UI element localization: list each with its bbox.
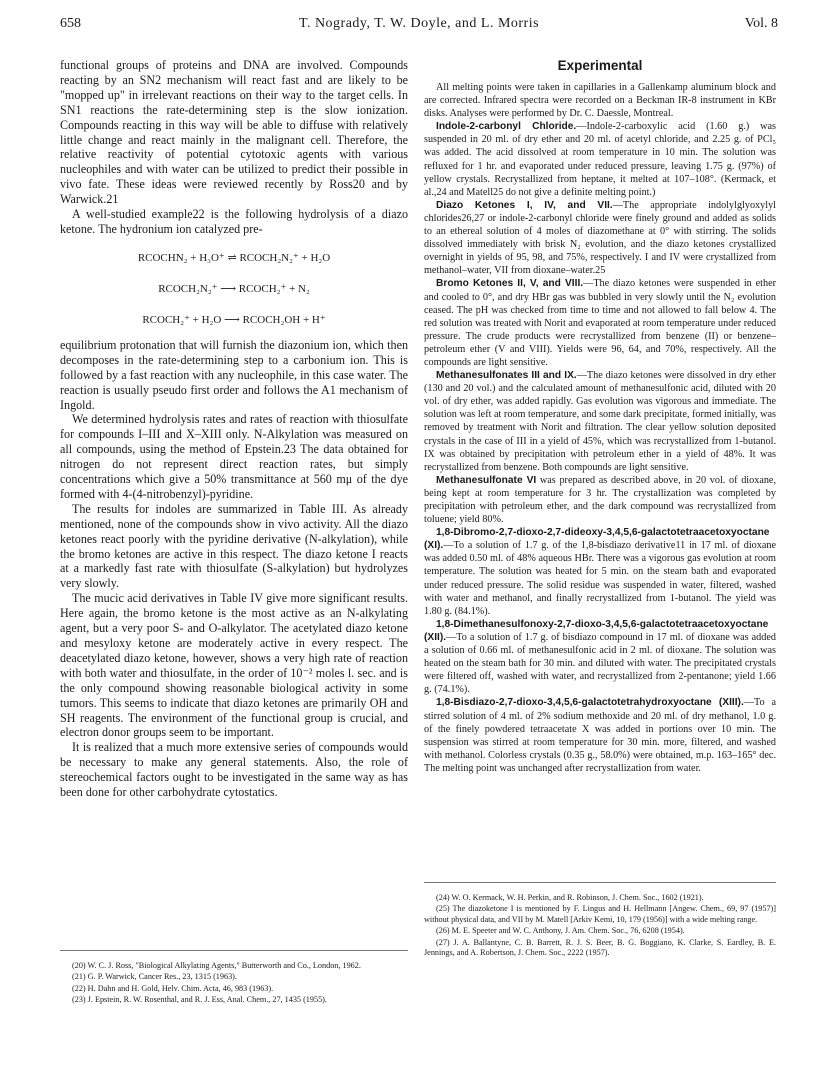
equation: RCOCH₂⁺ + H₂O ⟶ RCOCH₂OH + H⁺	[142, 313, 326, 326]
paragraph: We determined hydrolysis rates and rates of reaction with thiosulfate for compounds I–III and X–XIII only. N-Alkylation was measured on all compounds, using the method of Epstein.23 The data obtained for nitrogen do not represent direct reaction rates, but simply concentrations which give a 50% transmittance at 560 mμ of the dye formed with 4-(4-nitrobenzyl)-pyridine.	[60, 412, 408, 501]
paragraph: The results for indoles are summarized in Table III. As already mentioned, none of the compounds show in vivo activity. All the diazo ketones react poorly with the pyridine derivative (N-alkylation), while the bromo ketones are active in this respect. The diazo ketone I reacts at a markedly fast rate with thiosulfate (S-alkylation) but hydrolyzes very slowly.	[60, 501, 408, 591]
compound-text: —The diazo ketones were suspended in ether and cooled to 0°, and dry HBr gas was bubbled in very slowly until the N₂ evolution ceased. The pH was checked from time to time and not allowed to fall below 4. The red solution was treated with Norit and evaporated at room temperature under reduced pressure. The crude products were recrystallized from benzene (II) or benzene–petroleum ether (V and VIII). Yields were 96, 64, and 70%, respectively. All the compounds are light sensitive.	[424, 278, 776, 368]
running-authors: T. Nogrady, T. W. Doyle, and L. Morris	[298, 16, 540, 31]
compound-text: —Indole-2-carboxylic acid (1.60 g.) was suspended in 20 ml. of dry ether and 20 ml. of acetyl chloride, and 2.25 g. of PCl₅ was added. The acid dissolved at room temperature in 10 min. The solution was refluxed for 1 hr. and evaporated under reduced pressure, leaving 1.75 g. (97%) of yellow crystals. Recrystallized from heptane, it melted at 107–108°. (Kermack, et al.,24 and Matell25 do not give a definite melting point.)	[424, 121, 777, 198]
compound-title: 1,8-Bisdiazo-2,7-dioxo-3,4,5,6-galactotetrahydroxyoctane (XIII).	[436, 697, 744, 709]
compound-title: Methanesulfonates III and IX.	[436, 370, 577, 382]
compound-entry	[424, 369, 776, 474]
right-column	[424, 58, 776, 775]
page-header	[60, 16, 778, 36]
compound-text: —To a stirred solution of 4 ml. of 2% sodium methoxide and 20 ml. of dry methanol, 1.0 g. of the finely powdered tetraacetate X was added in portions over 10 min. The suspension was stirred at room temperature for 30 min. more, filtered, and washed with methanol. Colorless crystals (0.35 g., 58.0%) were obtained, m.p. 163–165° dec. The melting point was unchanged after recrystallization from water.	[424, 697, 776, 774]
compound-entry	[424, 526, 776, 618]
paragraph: The mucic acid derivatives in Table IV give more significant results. Here again, the bromo ketone is the most active as an N-alkylating agent, but a very poor S- and O-alkylator. The acetylated diazo ketone and mesyloxy ketone are moderately active in every respect. The deacetylated diazo ketone, however, shows a very high rate of reaction with both water and thiosulfate, in the order of 10⁻² moles l. sec. and is the only compound showing reasonable biological activity in some tumors. This seems to indicate that diazo ketones are primarily OH and SH reagents. The environment of the functional group is crucial, and electron donor groups seem to be important.	[60, 591, 408, 740]
compound-title: 1,8-Dibromo-2,7-dioxo-2,7-dideoxy-3,4,5,6-galactotetraacetoxyoctane (XI).	[424, 527, 770, 552]
footnote: (21) G. P. Warwick, Cancer Res., 23, 1315 (1963).	[72, 972, 237, 982]
compound-entry	[424, 696, 776, 775]
left-column	[60, 58, 408, 800]
paragraph: It is realized that a much more extensive series of compounds would be necessary to make any general statements. Also, the role of stereochemical factors ought to be investigated in the same way as has been done for other carbohydrate cytostatics.	[60, 740, 408, 800]
compound-entry	[424, 474, 776, 526]
reaction-scheme	[60, 251, 408, 326]
footnote: (23) J. Epstein, R. W. Rosenthal, and R. J. Ess, Anal. Chem., 27, 1435 (1955).	[72, 995, 327, 1005]
left-footnotes	[60, 950, 408, 1007]
compound-title: Diazo Ketones I, IV, and VII.	[436, 199, 613, 211]
compound-entry	[424, 120, 776, 199]
compound-entry	[424, 618, 776, 697]
footnote: (20) W. C. J. Ross, "Biological Alkylating Agents," Butterworth and Co., London, 1962.	[72, 961, 361, 970]
footnote: (26) M. E. Speeter and W. C. Anthony, J. Am. Chem. Soc., 76, 6208 (1954).	[436, 926, 685, 936]
equation: RCOCHN₂ + H₃O⁺ ⇌ RCOCH₂N₂⁺ + H₂O	[137, 251, 331, 264]
compound-entry	[424, 277, 776, 369]
paragraph: A well-studied example22 is the following hydrolysis of a diazo ketone. The hydronium ion catalyzed pre-	[60, 207, 408, 236]
compound-title: 1,8-Dimethanesulfonoxy-2,7-dioxo-3,4,5,6-galactotetraacetoxyoctane (XII).	[424, 618, 769, 643]
compound-title: Methanesulfonate VI	[436, 474, 537, 486]
paragraph: All melting points were taken in capillaries in a Gallenkamp aluminum block and are corrected. Infrared spectra were recorded on a Beckman IR-8 instrument in KBr disks. Analyses were performed by Dr. C. Daessle, Montreal.	[424, 82, 776, 120]
paragraph: equilibrium protonation that will furnish the diazonium ion, which then decomposes in the rate-determining step to a carbonium ion. This is followed by a fast reaction with any nucleophile, in this case water. The reaction is usually pseudo first order and follows the A1 mechanism of Ingold.	[60, 337, 408, 412]
compound-text: —The appropriate indolylglyoxylyl chlorides26,27 or indole-2-carbonyl chloride were finely ground and added as solids to an ethereal solution of 4 moles of diazomethane at 0° with stirring. The solids dissolved immediately with brisk N₂ evolution, and the diazo ketones crystallized overnight in yields of 95, 98, and 75%, respectively. I and IV were crystallized from methanol–water, VII from dioxane–water.25	[424, 199, 776, 277]
footnote: (24) W. O. Kermack, W. H. Perkin, and R. Robinson, J. Chem. Soc., 1602 (1921).	[436, 893, 704, 902]
page-number: 658	[60, 16, 81, 31]
footnote: (25) The diazoketone I is mentioned by F. Lingus and H. Hellmann [Angew. Chem., 69, 97 (1957)] without physical data, and VII by M. Matell [Arkiv Kemi, 10, 179 (1956)] with a wide melting range.	[424, 904, 776, 924]
compound-text: —To a solution of 1.7 g. of bisdiazo compound in 17 ml. of dioxane was added a solution of 0.66 ml. of methanesulfonic acid in 2 ml. of dioxane. The solution was heated on the steam bath for 30 min. and diluted with water. The precipitated crystals were filtered off, washed with water, and recrystallized from 2-pentanone; yield 1.66 g. (74.1%).	[424, 631, 776, 696]
compound-title: Indole-2-carbonyl Chloride.	[436, 121, 577, 133]
compound-entry	[424, 199, 776, 278]
section-title: Experimental	[557, 58, 643, 73]
footnote: (22) H. Dahn and H. Gold, Helv. Chim. Acta, 46, 983 (1963).	[72, 983, 274, 993]
paragraph: functional groups of proteins and DNA are involved. Compounds reacting by an SN2 mechanism will react fast and are likely to be "mopped up" in irrelevant reactions on their way to the target cells. In SN1 reactions the rate-determining step is the slow ionization. Compounds reacting in this way will be able to diffuse with relatively little change and react mainly in the malignant cell. Therefore, the relative reactivity of potential cytotoxic agents with various nucleophiles and with water can be utilized to predict their possible in vivo fate. These ideas were reviewed recently by Ross20 and by Warwick.21	[60, 58, 408, 207]
right-footnotes	[424, 882, 776, 959]
compound-text: was prepared as described above, in 20 vol. of dioxane, being kept at room temperature for 3 hr. The crystallization was completed by precipitation with petroleum ether, and the dark compound was recrystallized from toluene; yield 80%.	[424, 474, 777, 526]
compound-text: —To a solution of 1.7 g. of the 1,8-bisdiazo derivative11 in 17 ml. of dioxane was added 0.50 ml. of 48% aqueous HBr. There was a vigorous gas evolution at room temperature. The solution was heated for 5 min. on the steam bath and evaporated under reduced pressure. The solid residue was suspended in water, filtered, washed with water and methanol, and finally recrystallized from 1-butanol. The yield was 1.80 g. (84.1%).	[424, 540, 776, 617]
equation: RCOCH₂N₂⁺ ⟶ RCOCH₂⁺ + N₂	[158, 282, 310, 295]
compound-text: —The diazo ketones were dissolved in dry ether (130 and 20 vol.) and the calculated amount of methanesulfonic acid, diluted with 20 vol. of dry ether, was added rapidly. Gas evolution was vigorous and immediate. The solution was left at room temperature, and some dark precipitate, formed initially, was removed by treatment with Norit and filtration. The clear yellow solution deposited crystals in the case of III in a yield of 45%, which was recrystallized from 1-butanol. IX was obtained by precipitation with petroleum ether in a yield of 48%. It was recrystallized from benzene. Both compounds are light sensitive.	[424, 370, 776, 473]
volume-label: Vol. 8	[744, 16, 778, 31]
compound-title: Bromo Ketones II, V, and VIII.	[436, 278, 584, 290]
footnote: (27) J. A. Ballantyne, C. B. Barrett, R. J. S. Beer, B. G. Boggiano, K. Clarke, S. Eardley, B. E. Jennings, and A. Robertson, J. Chem. Soc., 2222 (1957).	[424, 937, 776, 958]
